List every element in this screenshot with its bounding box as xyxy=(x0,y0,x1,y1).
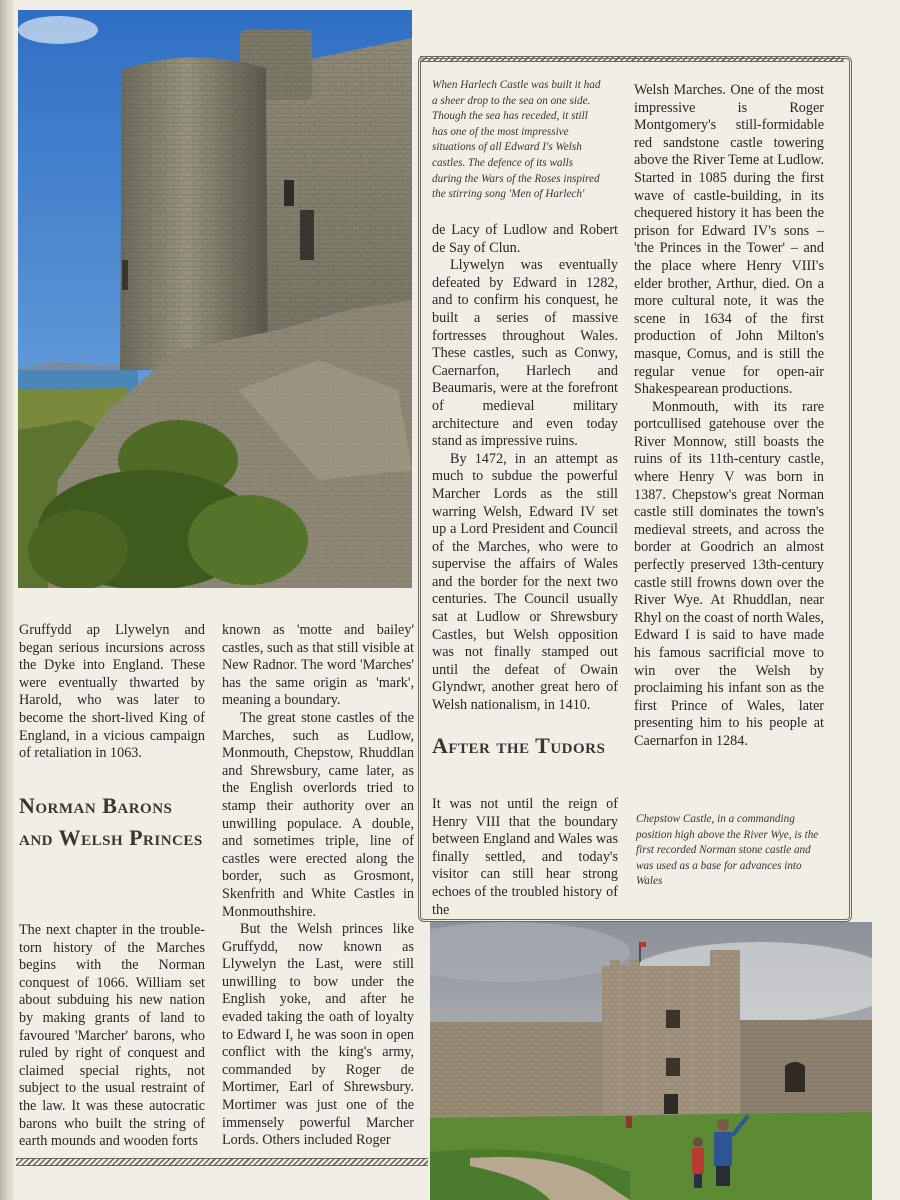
column-4 xyxy=(634,82,824,751)
chepstow-castle-photo xyxy=(430,922,872,1200)
col3-paragraph-2: Llywelyn was eventually defeated by Edward in 1282, and to confirm his conquest, he built a series of massive fortresses throughout Wales. These castles, such as Conwy, Caernarfon, Harlech and Beaumaris, were at the forefront of medieval military architecture and even today stand as impressive ruins. xyxy=(432,257,618,450)
column-2 xyxy=(222,622,414,1150)
col2-paragraph-1: known as 'motte and bailey' castles, such as that still visible at New Radnor. The word 'Marches' has the same origin as 'mark', meaning a boundary. xyxy=(222,622,414,709)
column-1-intro xyxy=(19,622,205,763)
bottom-decorative-rule xyxy=(16,1158,428,1166)
top-decorative-rule xyxy=(420,56,844,62)
col4-paragraph-2: Monmouth, with its rare portcullised gatehouse over the River Monnow, still boasts the ruins of its 11th-century castle, where Henry V was born in 1387. Chepstow's great Norman castle still dominates the town's medieval streets, and across the border at Goodrich an almost perfectly preserved 13th-century castle still frowns down over the River Wye. At Rhuddlan, near Rhyl on the coast of north Wales, Edward I is said to have made his famous sacrificial move to win over the Welsh by proclaiming his infant son as the first Prince of Wales, later presenting him to his people at Caernarfon in 1284. xyxy=(634,398,824,749)
harlech-caption-text: When Harlech Castle was built it had a sheer drop to the sea on one side. Though the sea has receded, it still has one of the most impressive situations of all Edward I's Welsh castles. The defence of its walls during the Wars of the Roses inspired the stirring song 'Men of Harlech' xyxy=(432,79,601,201)
heading-after-the-tudors: After the Tudors xyxy=(432,733,606,758)
chepstow-caption-text: Chepstow Castle, in a commanding position high above the River Wye, is the first recorded Norman stone castle and was used as a base for advances into Wales xyxy=(636,813,819,888)
col3-paragraph-3: By 1472, in an attempt as much to subdue the powerful Marcher Lords as the still warring Welsh, Edward IV set up a Lord President and Council of the Marches, who were to supervise the affairs of Wales and the border for the next two centuries. The Council usually sat at Ludlow or Shrewsbury Castles, but Welsh opposition was not finally stamped out until the defeat of Owain Glyndwr, another great hero of Welsh nationalism, in 1410. xyxy=(432,450,618,714)
col2-paragraph-3: But the Welsh princes like Gruffydd, now known as Llywelyn the Last, were still unwilling to bow under the English yoke, and after he evaded taking the oath of loyalty to Edward I, he was soon in open conflict with the king's army, commanded by Roger de Mortimer, Earl of Shrewsbury. Mortimer was just one of the immensely powerful Marcher Lords. Others included Roger xyxy=(222,921,414,1149)
col1-intro-paragraph: Gruffydd ap Llywelyn and began serious incursions across the Dyke into England. These were eventually thwarted by Harold, who was later to become the short-lived King of England, in a vicious campaign of retaliation in 1063. xyxy=(19,622,205,762)
column-1-norman xyxy=(19,922,205,1151)
heading-norman-barons: Norman Barons and Welsh Princes xyxy=(19,793,203,850)
column-3 xyxy=(432,222,618,715)
harlech-caption xyxy=(432,78,602,203)
col3-tudors-paragraph: It was not until the reign of Henry VIII that the boundary between England and Wales was finally settled, and today's visitor can still hear strong echoes of the troubled history of the xyxy=(432,796,618,918)
chepstow-caption xyxy=(636,812,826,890)
column-3-tudors xyxy=(432,796,618,919)
col2-paragraph-2: The great stone castles of the Marches, such as Ludlow, Monmouth, Chepstow, Rhuddlan and Shrewsbury, came later, as the English overlords tried to stamp their authority over an unwilling populace. A double, and sometimes triple, line of castles were erected along the border, such as Grosmont, Skenfrith and White Castles in Monmouthshire. xyxy=(222,709,414,920)
harlech-castle-photo xyxy=(18,10,412,588)
col4-paragraph-1: Welsh Marches. One of the most impressive is Roger Montgomery's still-formidable red sandstone castle towering above the River Teme at Ludlow. Started in 1085 during the first wave of castle-building, in its chequered history it has been the prison for Edward IV's sons – 'the Princes in the Tower' – and the place where Henry VIII's elder brother, Arthur, died. On a more cultural note, it was the scene in 1634 of the first production of John Milton's masque, Comus, and is still the regular venue for open-air Shakespearean productions. xyxy=(634,82,824,398)
col3-paragraph-1: de Lacy of Ludlow and Robert de Say of Clun. xyxy=(432,222,618,256)
col1-norman-paragraph: The next chapter in the trouble-torn history of the Marches begins with the Norman conquest of 1066. William set about subduing his new nation by making grants of land to favoured 'Marcher' barons, who ruled by right of conquest and claimed special rights, not subject to the usual restraint of the law. It was these autocratic barons who built the string of earth mounds and wooden forts xyxy=(19,922,205,1150)
page-gutter-edge xyxy=(0,0,14,1200)
